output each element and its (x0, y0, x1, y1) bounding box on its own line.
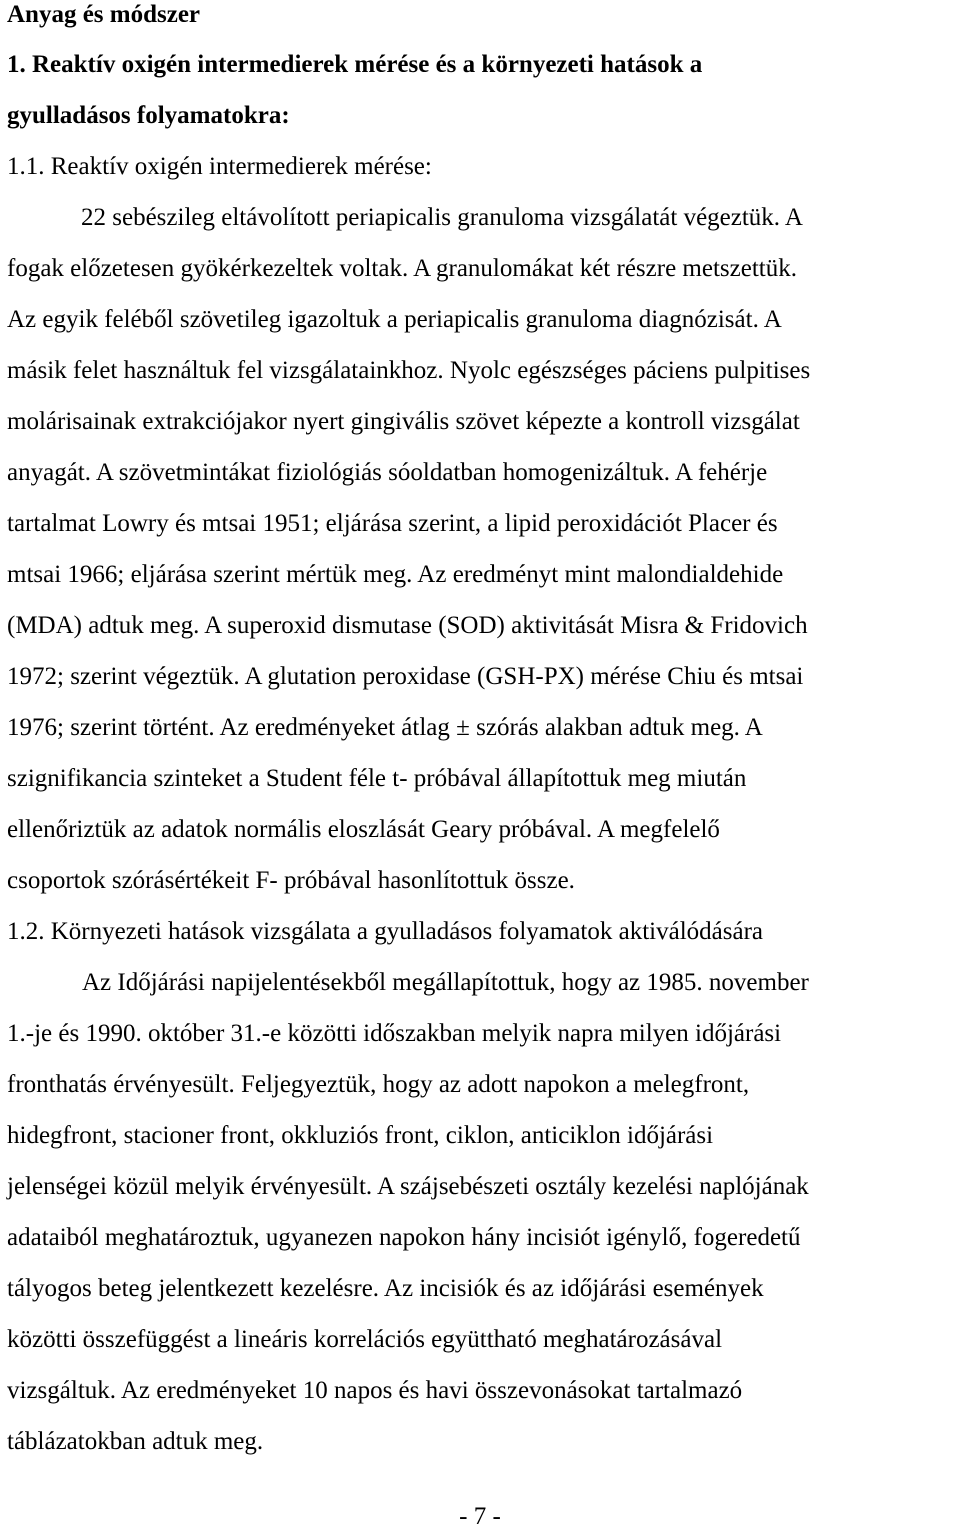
paragraph-1-line: fogak előzetesen gyökérkezeltek voltak. A granulomákat két részre metszettük. (7, 255, 797, 282)
paragraph-1-line: csoportok szórásértékeit F- próbával hasonlítottuk össze. (7, 867, 575, 894)
paragraph-2-line: táblázatokban adtuk meg. (7, 1428, 264, 1455)
paragraph-2-line: Az Időjárási napijelentésekből megállapítottuk, hogy az 1985. november (82, 969, 809, 996)
paragraph-1-line: ellenőriztük az adatok normális eloszlását Geary próbával. A megfelelő (7, 816, 720, 843)
paragraph-2-line: adataiból meghatároztuk, ugyanezen napokon hány incisiót igénylő, fogeredetű (7, 1224, 801, 1251)
paragraph-1-line: 1972; szerint végeztük. A glutation peroxidase (GSH-PX) mérése Chiu és mtsai (7, 663, 804, 690)
paragraph-2-line: hidegfront, stacioner front, okkluziós front, ciklon, anticiklon időjárási (7, 1122, 714, 1149)
paragraph-2-line: 1.-je és 1990. október 31.-e közötti időszakban melyik napra milyen időjárási (7, 1020, 782, 1047)
paragraph-2-line: közötti összefüggést a lineáris korrelációs együttható meghatározásával (7, 1326, 723, 1353)
paragraph-1-line: mtsai 1966; eljárása szerint mértük meg. Az eredményt mint malondialdehide (7, 561, 784, 588)
paragraph-1-line: 1976; szerint történt. Az eredményeket átlag ± szórás alakban adtuk meg. A (7, 714, 763, 741)
paragraph-1-line: anyagát. A szövetmintákat fiziológiás sóoldatban homogenizáltuk. A fehérje (7, 459, 768, 486)
section-title: Anyag és módszer (7, 1, 201, 28)
paragraph-1-line: szignifikancia szinteket a Student féle t- próbával állapítottuk meg miután (7, 765, 747, 792)
paragraph-1-line: tartalmat Lowry és mtsai 1951; eljárása szerint, a lipid peroxidációt Placer és (7, 510, 778, 537)
paragraph-2-line: tályogos beteg jelentkezett kezelésre. Az incisiók és az időjárási események (7, 1275, 764, 1302)
paragraph-2-line: vizsgáltuk. Az eredményeket 10 napos és havi összevonásokat tartalmazó (7, 1377, 743, 1404)
subsection-1-1-title: 1.1. Reaktív oxigén intermedierek mérése: (7, 153, 432, 180)
page-number: - 7 - (459, 1503, 501, 1530)
paragraph-1-line: másik felet használtuk fel vizsgálatainkhoz. Nyolc egészséges páciens pulpitises (7, 357, 811, 384)
subsection-1-title-line2: gyulladásos folyamatokra: (7, 102, 290, 129)
subsection-1-title-line1: 1. Reaktív oxigén intermedierek mérése és a környezeti hatások a (7, 51, 703, 78)
paragraph-2-line: jelenségei közül melyik érvényesült. A szájsebészeti osztály kezelési naplójának (7, 1173, 809, 1200)
paragraph-1-line: molárisainak extrakciójakor nyert gingivális szövet képezte a kontroll vizsgálat (7, 408, 800, 435)
paragraph-1-line: Az egyik feléből szövetileg igazoltuk a periapicalis granuloma diagnózisát. A (7, 306, 782, 333)
paragraph-1-line: 22 sebészileg eltávolított periapicalis granuloma vizsgálatát végeztük. A (81, 204, 803, 231)
paragraph-1-line: (MDA) adtuk meg. A superoxid dismutase (SOD) aktivitását Misra & Fridovich (7, 612, 808, 639)
subsection-1-2-title: 1.2. Környezeti hatások vizsgálata a gyulladásos folyamatok aktiválódására (7, 918, 763, 945)
paragraph-2-line: fronthatás érvényesült. Feljegyeztük, hogy az adott napokon a melegfront, (7, 1071, 750, 1098)
